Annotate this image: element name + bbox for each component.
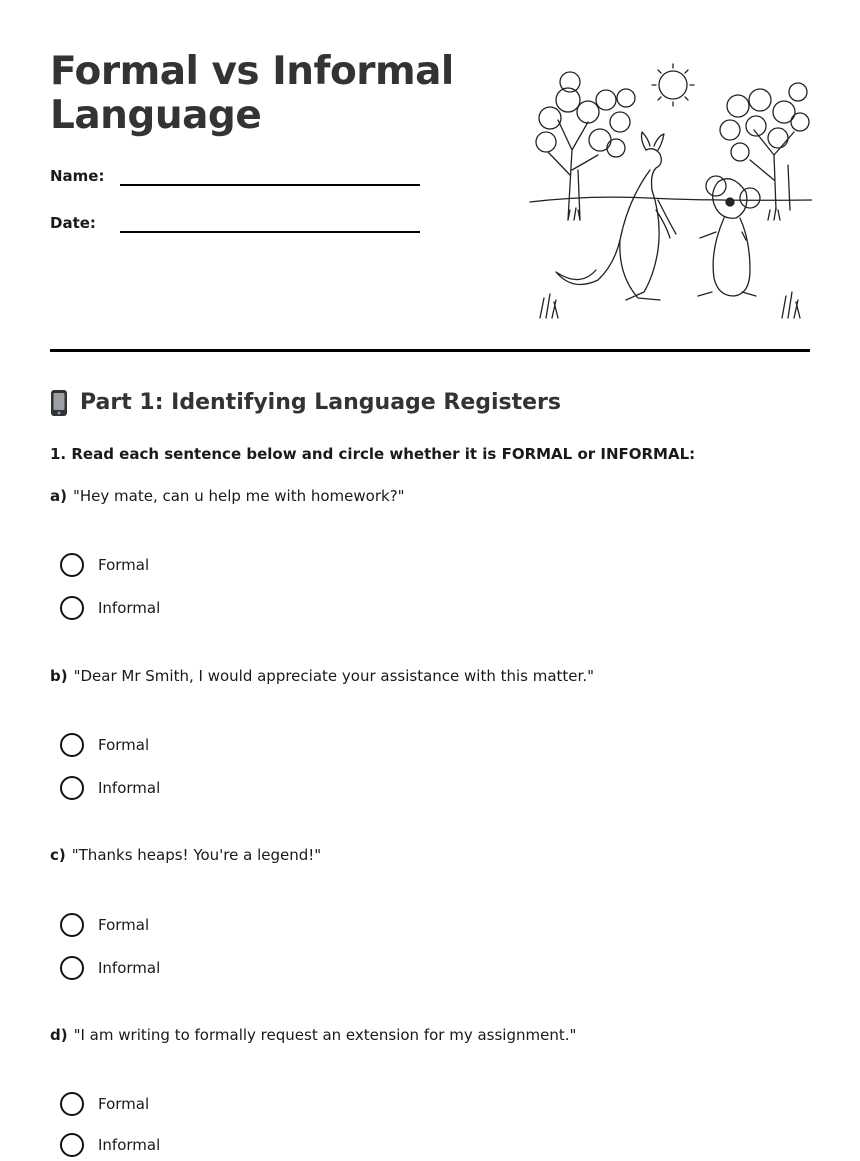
- question-letter: b): [50, 667, 68, 685]
- date-label: Date:: [50, 214, 96, 232]
- radio-circle[interactable]: [60, 1092, 84, 1116]
- option-label: Formal: [98, 1095, 150, 1113]
- option-informal[interactable]: [60, 595, 160, 621]
- name-label: Name:: [50, 167, 105, 185]
- question-letter: d): [50, 1026, 68, 1044]
- option-label: Informal: [98, 959, 161, 977]
- sun-icon: [652, 64, 694, 106]
- question-text: "Thanks heaps! You're a legend!": [71, 846, 322, 864]
- koala-icon: [698, 176, 760, 296]
- option-label: Informal: [98, 599, 161, 617]
- question-text: "I am writing to formally request an extension for my assignment.": [73, 1026, 577, 1044]
- option-informal[interactable]: [60, 775, 160, 801]
- question-letter: a): [50, 487, 67, 505]
- kangaroo-koala-illustration: [528, 60, 812, 322]
- worksheet-title: Formal vs Informal Language: [50, 49, 454, 138]
- mobile-phone-icon: [50, 389, 68, 417]
- right-tree-icon: [720, 83, 809, 210]
- header-divider: [50, 349, 810, 352]
- part1-instruction: 1. Read each sentence below and circle whether it is FORMAL or INFORMAL:: [50, 445, 696, 463]
- date-field[interactable]: [50, 213, 420, 243]
- question-text: "Dear Mr Smith, I would appreciate your assistance with this matter.": [73, 667, 594, 685]
- option-informal[interactable]: [60, 955, 160, 981]
- question-a: [50, 486, 810, 617]
- radio-circle[interactable]: [60, 956, 84, 980]
- option-label: Informal: [98, 779, 161, 797]
- option-label: Informal: [98, 1136, 161, 1154]
- part1-heading: [50, 388, 561, 418]
- radio-circle[interactable]: [60, 596, 84, 620]
- name-field[interactable]: [50, 166, 420, 196]
- option-informal[interactable]: [60, 1132, 160, 1158]
- option-formal[interactable]: [60, 732, 149, 758]
- name-line[interactable]: [120, 184, 420, 186]
- question-c: [50, 845, 810, 977]
- radio-circle[interactable]: [60, 1133, 84, 1157]
- option-formal[interactable]: [60, 552, 149, 578]
- radio-circle[interactable]: [60, 776, 84, 800]
- option-label: Formal: [98, 556, 150, 574]
- option-label: Formal: [98, 916, 150, 934]
- option-formal[interactable]: [60, 1091, 149, 1117]
- question-text: "Hey mate, can u help me with homework?": [72, 487, 405, 505]
- radio-circle[interactable]: [60, 553, 84, 577]
- part1-title: Part 1: Identifying Language Registers: [80, 390, 562, 415]
- question-b: [50, 666, 810, 797]
- question-letter: c): [50, 846, 66, 864]
- question-d: [50, 1025, 810, 1154]
- radio-circle[interactable]: [60, 733, 84, 757]
- option-formal[interactable]: [60, 912, 149, 938]
- radio-circle[interactable]: [60, 913, 84, 937]
- date-line[interactable]: [120, 231, 420, 233]
- option-label: Formal: [98, 736, 150, 754]
